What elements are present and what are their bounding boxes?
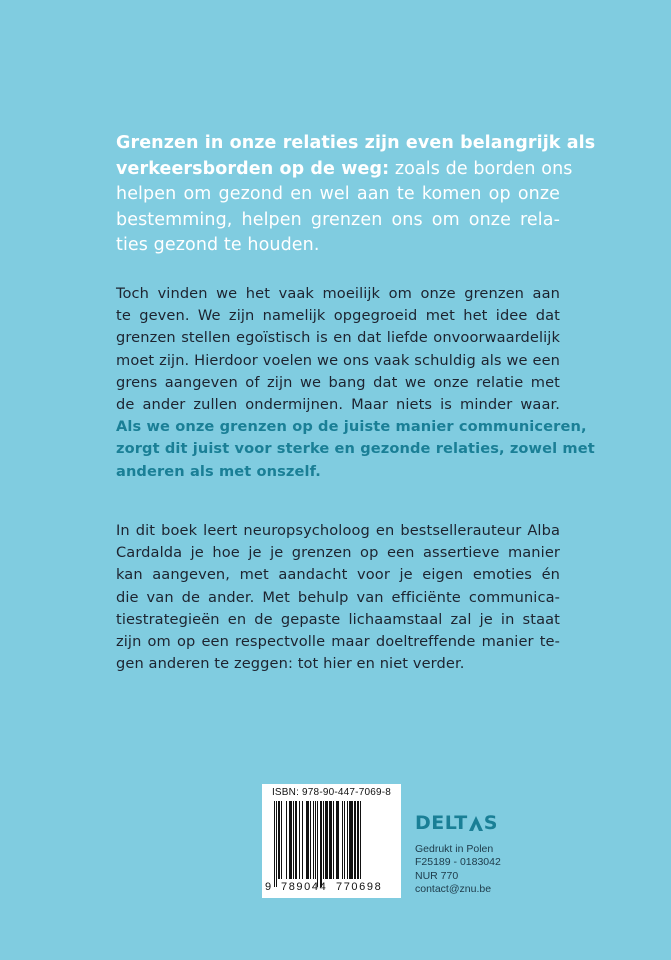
body-line: Cardalda je hoe je je grenzen op een assertieve manier <box>116 544 560 562</box>
body-line: die van de ander. Met behulp van efficiënte communica- <box>116 588 560 606</box>
intro-bold-text: Grenzen in onze relaties zijn even belangrijk als <box>116 133 596 153</box>
intro-line <box>116 182 560 208</box>
body-line: zijn om op een respectvolle maar doeltreffende manier te- <box>116 633 560 651</box>
logo-text: S <box>483 812 498 834</box>
body-line: moet zijn. Hierdoor voelen we ons vaak schuldig als we een <box>116 351 560 369</box>
body-line: grens aangeven of zijn we bang dat we onze relatie met <box>116 373 560 391</box>
body-line: kan aangeven, met aandacht voor je eigen emoties én <box>116 566 560 584</box>
barcode-digits-right: 770698 <box>336 881 383 893</box>
intro-light-text: helpen om gezond en wel aan te komen op onze <box>116 184 560 204</box>
body-line: In dit boek leert neuropsycholoog en bestsellerauteur Alba <box>116 522 560 539</box>
barcode-digit-first: 9 <box>265 881 272 893</box>
product-code: F25189 - 0183042 <box>415 856 501 869</box>
nur-code: NUR 770 <box>415 869 459 882</box>
body-line: Toch vinden we het vaak moeilijk om onze grenzen aan <box>116 285 560 302</box>
publisher-block <box>415 812 501 896</box>
body-line: gen anderen te zeggen: tot hier en niet verder. <box>116 655 465 673</box>
intro-paragraph <box>116 131 596 259</box>
print-location: Gedrukt in Polen <box>415 843 494 855</box>
intro-line <box>116 208 560 234</box>
intro-line <box>116 131 596 157</box>
highlight-line: Als we onze grenzen op de juiste manier communiceren, <box>116 418 587 436</box>
body-paragraph-2 <box>116 283 595 483</box>
logo-text: DELT <box>415 812 468 834</box>
isbn-barcode <box>262 784 401 898</box>
body-line: grenzen stellen egoïstisch is en dat liefde onvoorwaardelijk <box>116 329 560 347</box>
body-line: te geven. We zijn namelijk opgegroeid met het idee dat <box>116 307 560 325</box>
intro-bold-text: verkeersborden op de weg: <box>116 158 390 179</box>
contact-email: contact@znu.be <box>415 882 492 895</box>
intro-light-text: zoals de borden ons <box>389 158 573 179</box>
body-paragraph-3 <box>116 520 560 675</box>
intro-light-text: bestemming, helpen grenzen ons om onze rela- <box>116 209 560 230</box>
intro-line <box>116 233 560 259</box>
highlight-line: zorgt dit juist voor sterke en gezonde relaties, zowel met <box>116 440 595 458</box>
publisher-logo <box>415 812 501 834</box>
highlight-line: anderen als met onszelf. <box>116 462 321 480</box>
barcode-digits-left: 789044 <box>281 881 328 893</box>
triangle-a-icon <box>469 816 483 831</box>
barcode-bars <box>274 801 392 887</box>
intro-light-text: ties gezond te houden. <box>116 235 320 255</box>
intro-line <box>116 157 573 183</box>
isbn-label: ISBN: 978-90-447-7069-8 <box>271 787 392 798</box>
body-line: tiestrategieën en de gepaste lichaamstaal zal je in staat <box>116 610 560 628</box>
body-line: de ander zullen ondermijnen. Maar niets is minder waar. <box>116 396 560 414</box>
publisher-info <box>415 843 501 896</box>
